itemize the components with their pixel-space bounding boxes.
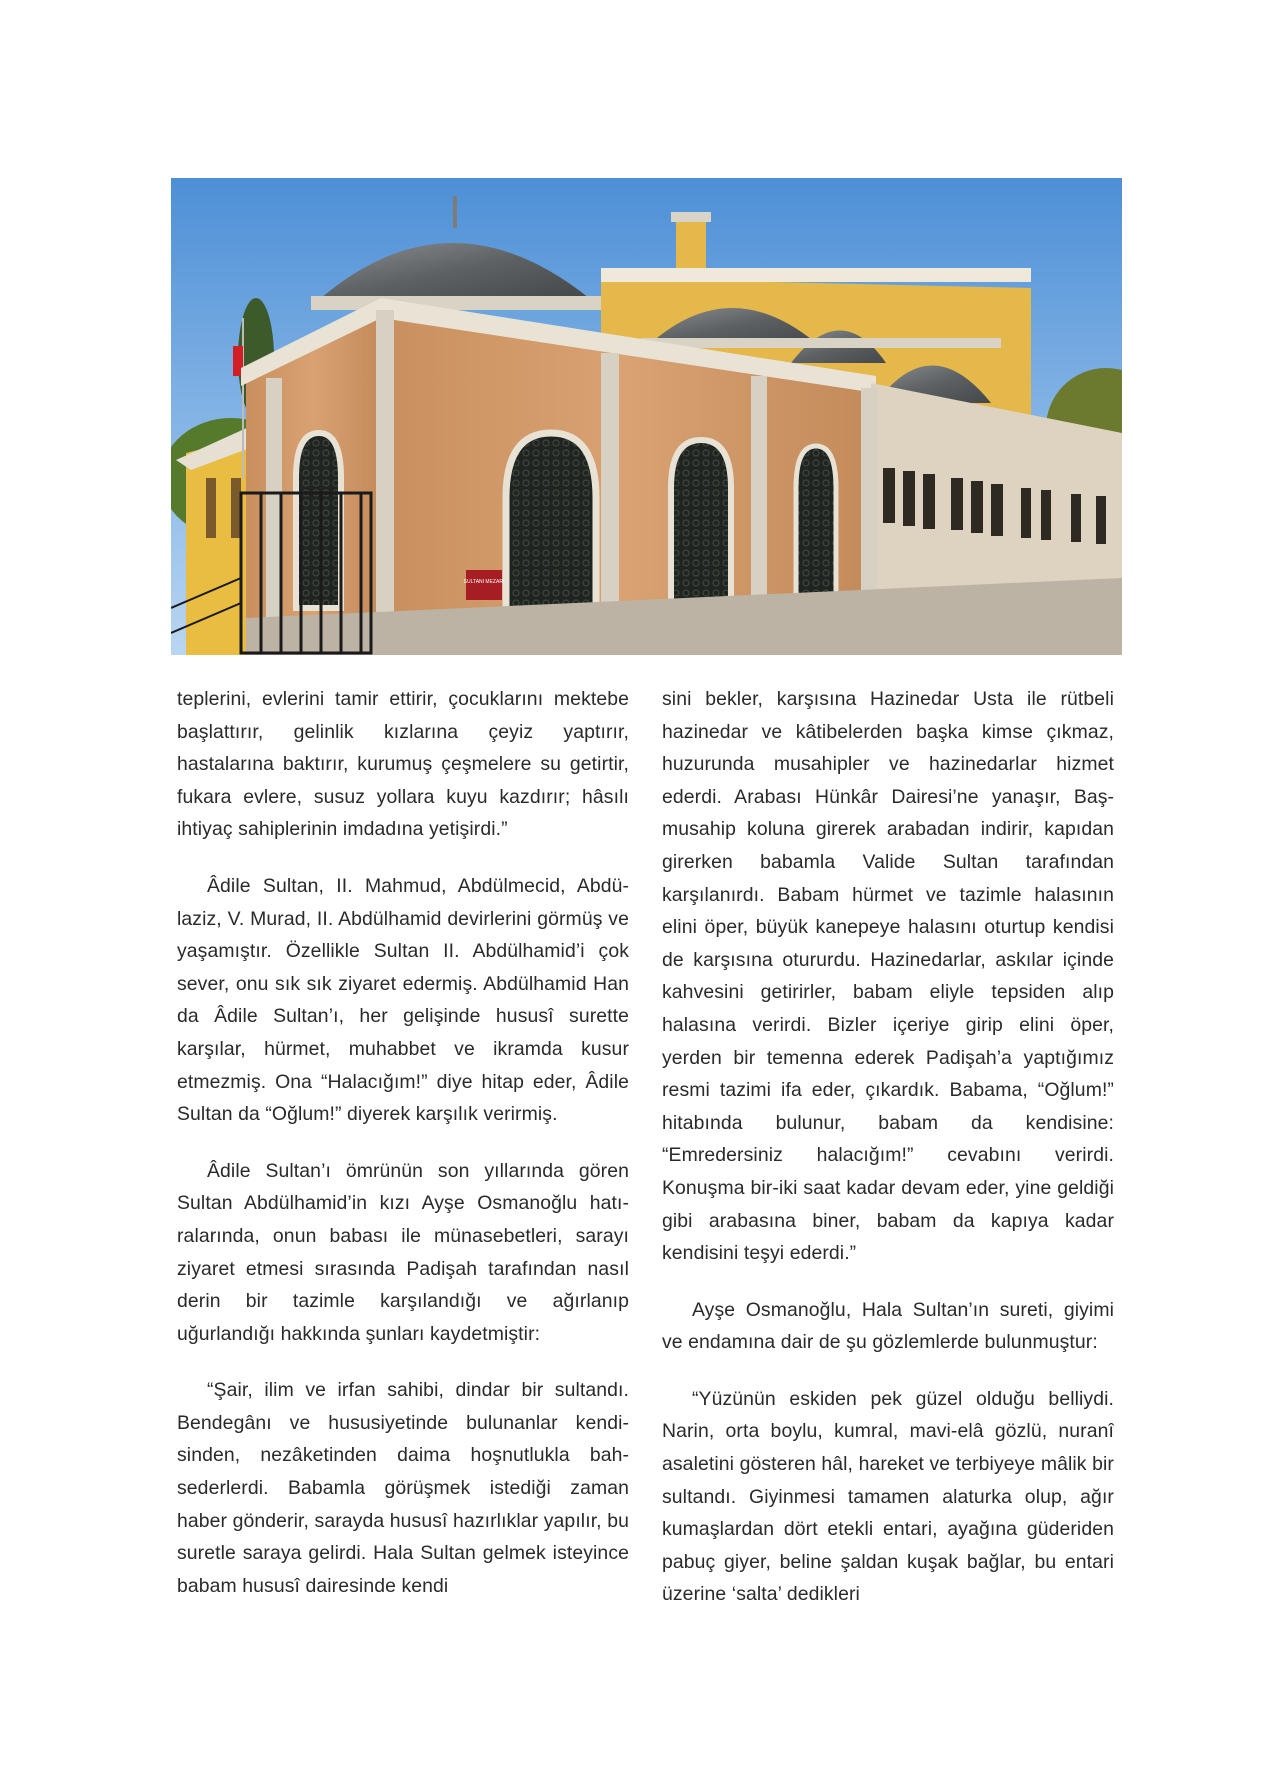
red-sign xyxy=(466,570,502,600)
paragraph: “Şair, ilim ve irfan sahibi, dindar bir sultandı. Bendegânı ve hususiyetinde bulunanlar kendisinden, nezâketinden daima hoşnutlukla bahsederlerdi. Babamla görüşmek istediği zaman haber gönderir, sarayda hususî hazırlıklar yapılır, bu suretle saraya gelirdi. Hala Sultan gelmek isteyince babam hususî dairesinde kendi xyxy=(177,1379,629,1597)
tomb-illustration xyxy=(171,178,1122,655)
sign-text: SULTANI MEZARI xyxy=(463,579,505,585)
paragraph: teplerini, evlerini tamir ettirir, çocuklarını mektebe başlattırır, gelinlik kızlarına çeyiz yaptırır, hastalarına baktırır, kurumuş çeşmelere su getirtir, fukara evlere, susuz yollara kuyu kazdırır; hâsılı ihtiyaç sahiplerinin imdadına yetişirdi.” xyxy=(177,688,629,841)
paragraph: Âdile Sultan’ı ömrünün son yıllarında gören Sultan Abdülhamid’in kızı Ayşe Osmanoğlu hatıralarında, onun babası ile münasebetleri, sarayı ziyaret etmesi sırasında Padişah tarafından nasıl derin bir tazimle karşılandığı ve ağırlanıp uğurlandığı hakkında şunları kaydetmiştir: xyxy=(177,1159,629,1345)
tomb-photo xyxy=(171,178,1122,655)
right-column xyxy=(662,683,1114,1611)
paragraph: “Yüzünün eskiden pek güzel olduğu belliydi. Narin, orta boylu, kumral, mavi-elâ gözlü, nuranî asaletini gösteren hâl, hareket ve terbiyeye mâlik bir sultandı. Giyinmesi tamamen alaturka olup, ağır kumaşlardan dört etekli entari, ayağına güderiden pabuç giyer, beline şaldan kuşak bağlar, bu entari üzerine ‘salta’ dedikleri xyxy=(662,1387,1114,1606)
paragraph: sini bekler, karşısına Hazinedar Usta ile rütbeli hazinedar ve kâtibelerden başka kimse çıkmaz, huzurunda musahipler ve hazinedarlar hizmet ederdi. Arabası Hünkâr Dairesi’ne yanaşır, Başmusahip koluna girerek arabadan indirir, kapıdan girerken babamla Valide Sultan tarafından karşılanırdı. Babam hürmet ve tazimle halasının elini öper, büyük kanepeye halasını oturtup kendisi de karşısına otururdu. Hazinedarlar, askılar içinde kahvesini getirirler, babam eliyle tepsiden alıp halasına verirdi. Bizler içeriye girip elini öper, yerden bir temenna ederek Padişah’a yaptığımız resmi tazimi ifa eder, çıkardık. Babama, “Oğlum!” hitabında bulunur, babam da kendisine: “Emredersiniz halacığım!” cevabını verirdi. Konuşma bir-iki saat kadar devam eder, yine geldiği gibi arabasına biner, babam da kapıya kadar kendisini teşyi ederdi.” xyxy=(662,688,1114,1265)
left-column xyxy=(177,683,629,1602)
paragraph: Ayşe Osmanoğlu, Hala Sultan’ın sureti, giyimi ve endamına dair de şu gözlemlerde bulunmuştur: xyxy=(662,1298,1114,1354)
paragraph: Âdile Sultan, II. Mahmud, Abdülmecid, Abdülaziz, V. Murad, II. Abdülhamid devirlerini görmüş ve yaşamıştır. Özellikle Sultan II. Abdülhamid’i çok sever, onu sık sık ziyaret edermiş. Abdülhamid Han da Âdile Sultan’ı, her gelişinde hususî surette karşılar, hürmet, muhabbet ve ikramda kusur etmezmiş. Ona “Halacığım!” diye hitap eder, Âdile Sultan da “Oğlum!” diyerek karşılık verirmiş. xyxy=(177,874,629,1126)
